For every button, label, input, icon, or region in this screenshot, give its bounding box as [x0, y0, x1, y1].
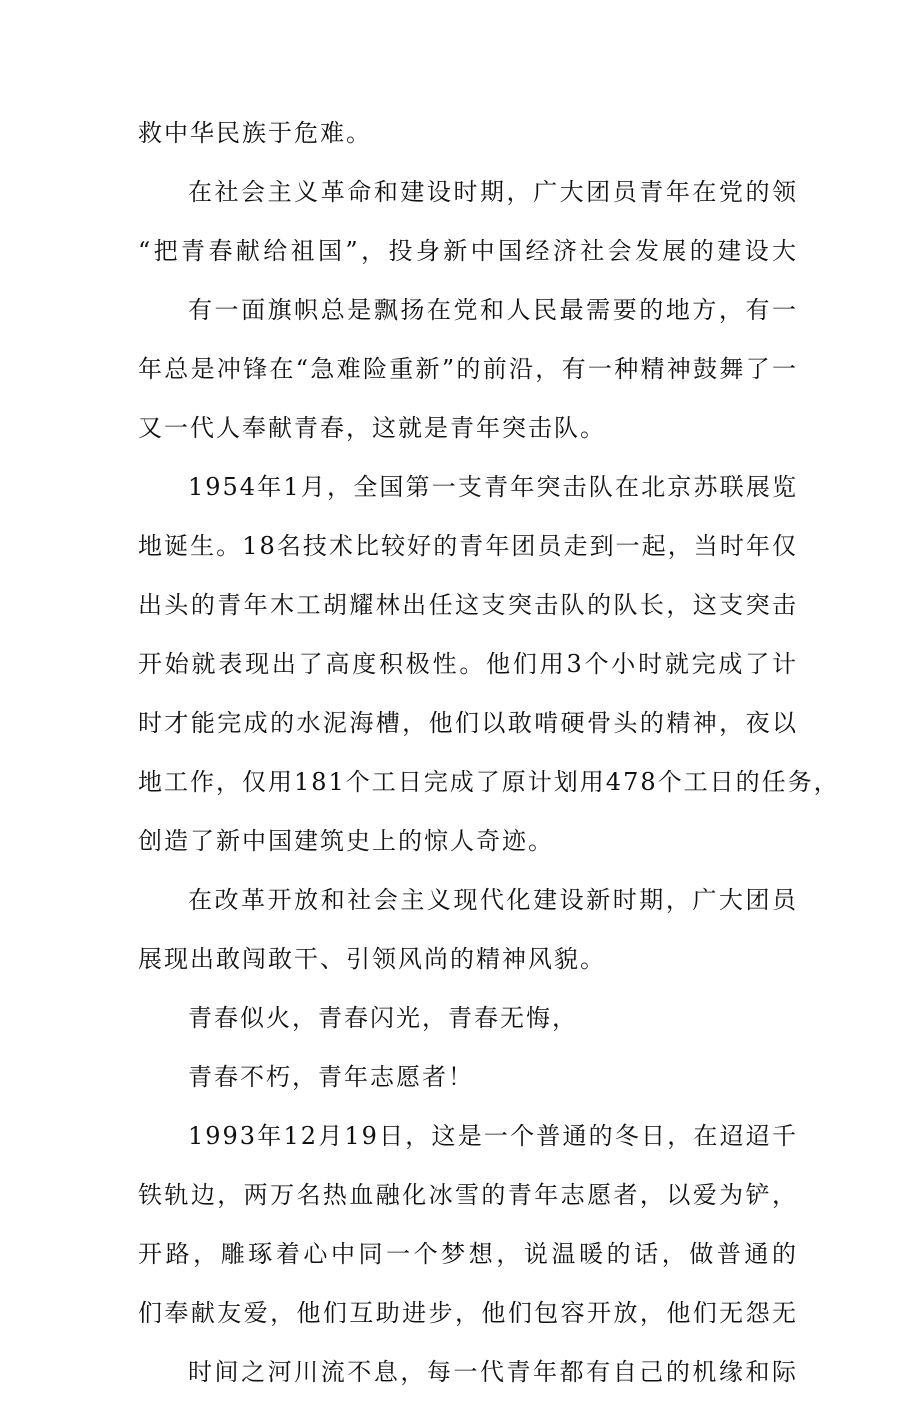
- text-line-12: 地工作，仅用181个工日完成了原计划用478个工日的任务，: [138, 768, 840, 796]
- text-line-1: 救中华民族于危难。: [138, 119, 372, 147]
- text-line-6: 又一代人奉献青春，这就是青年突击队。: [138, 414, 606, 442]
- text-line-13: 创造了新中国建筑史上的惊人奇迹。: [138, 827, 554, 855]
- text-line-8: 地诞生。18名技术比较好的青年团员走到一起，当时年仅: [138, 532, 798, 560]
- text-line-9: 出头的青年木工胡耀林出任这支突击队的队长，这支突击: [138, 591, 798, 619]
- text-line-11: 时才能完成的水泥海槽，他们以敢啃硬骨头的精神，夜以: [138, 709, 798, 737]
- text-line-18: 1993年12月19日，这是一个普通的冬日，在迢迢千: [188, 1122, 798, 1150]
- text-line-10: 开始就表现出了高度积极性。他们用3个小时就完成了计: [138, 650, 798, 678]
- text-line-3: “把青春献给祖国”，投身新中国经济社会发展的建设大: [138, 237, 798, 265]
- text-line-20: 开路，雕琢着心中同一个梦想，说温暖的话，做普通的: [138, 1240, 798, 1268]
- text-line-5: 年总是冲锋在“急难险重新”的前沿，有一种精神鼓舞了一: [138, 355, 798, 383]
- text-line-17: 青春不朽，青年志愿者！: [188, 1063, 474, 1091]
- text-line-22: 时间之河川流不息，每一代青年都有自己的机缘和际: [188, 1358, 798, 1386]
- text-line-16: 青春似火，青春闪光，青春无悔，: [188, 1004, 578, 1032]
- body-text: [138, 104, 840, 1402]
- text-line-15: 展现出敢闯敢干、引领风尚的精神风貌。: [138, 945, 606, 973]
- text-line-2: 在社会主义革命和建设时期，广大团员青年在党的领: [188, 178, 798, 206]
- text-line-21: 们奉献友爱，他们互助进步，他们包容开放，他们无怨无: [138, 1299, 798, 1327]
- text-line-19: 铁轨边，两万名热血融化冰雪的青年志愿者，以爱为铲，: [138, 1181, 798, 1209]
- text-line-7: 1954年1月，全国第一支青年突击队在北京苏联展览: [188, 473, 798, 501]
- text-line-14: 在改革开放和社会主义现代化建设新时期，广大团员: [188, 886, 798, 914]
- text-line-4: 有一面旗帜总是飘扬在党和人民最需要的地方，有一: [188, 296, 798, 324]
